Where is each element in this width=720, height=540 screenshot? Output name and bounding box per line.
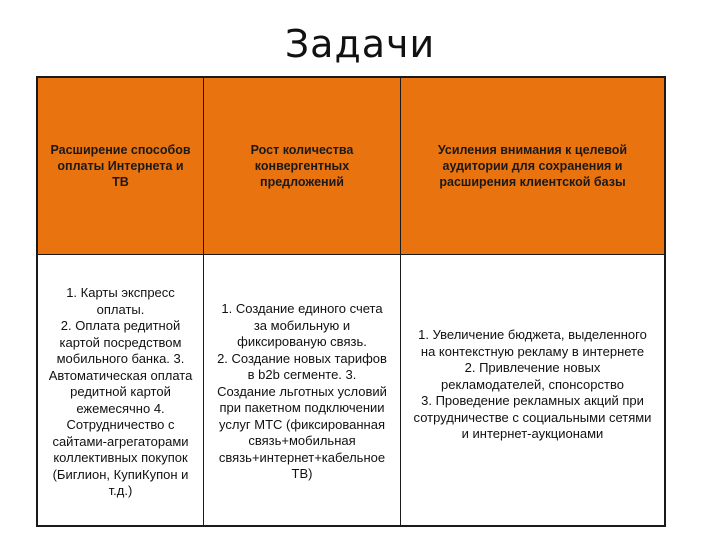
header-payment-methods-label: Расширение способов оплаты Интернета и ТВ	[50, 143, 191, 189]
header-payment-methods	[38, 78, 204, 255]
cell-target-audience-text: 1. Увеличение бюджета, выделенного на контекстную рекламу в интернете 2. Привлечение новых рекламодателей, спонсорство 3. Проведение рекламных акций при сотрудничестве с социальными сетями и интернет-аукционами	[413, 327, 652, 441]
tasks-table	[36, 76, 666, 527]
header-target-audience	[401, 78, 664, 255]
header-convergent-offers-label: Рост количества конвергентных предложений	[250, 143, 354, 189]
slide-title: Задачи	[284, 22, 436, 66]
cell-target-audience	[401, 255, 664, 525]
header-target-audience-label: Усиления внимания к целевой аудитории для сохранения и расширения клиентской базы	[437, 143, 628, 189]
cell-convergent-offers	[204, 255, 401, 525]
header-convergent-offers	[204, 78, 401, 255]
cell-payment-methods	[38, 255, 204, 525]
cell-convergent-offers-text: 1. Создание единого счета за мобильную и фиксированую связь. 2. Создание новых тарифов в b2b сегменте. 3. Создание льготных условий при пакетном подключении услуг МТС (фиксированная связь+мобильная связь+интернет+кабельное ТВ)	[217, 301, 387, 481]
cell-payment-methods-text: 1. Карты экспресс оплаты. 2. Оплата редитной картой посредством мобильного банка. 3. Автоматическая оплата редитной картой ежемесячно 4. Сотрудничество с сайтами-агрегаторами коллективных покупок (Биглион, КупиКупон и т.д.)	[48, 285, 193, 498]
